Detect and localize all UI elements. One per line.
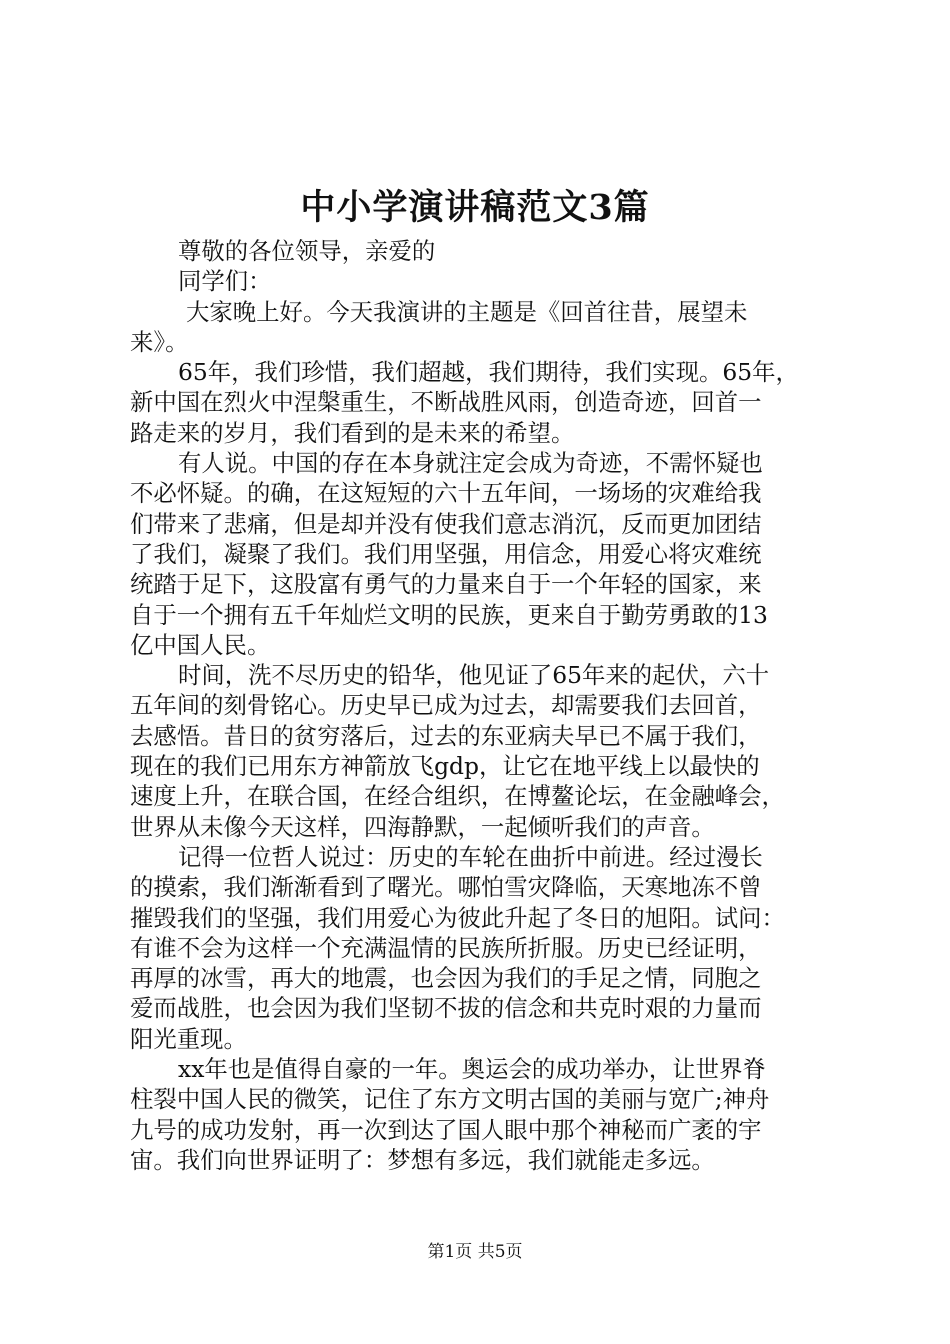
text-line: 统踏于足下，这股富有勇气的力量来自于一个年轻的国家，来 [130, 570, 762, 599]
text-line: 柱裂中国人民的微笑，记住了东方文明古国的美丽与宽广;神舟 [130, 1085, 770, 1114]
text-line: 有人说。中国的存在本身就注定会成为奇迹，不需怀疑也 [178, 449, 763, 478]
text-line: 65年，我们珍惜，我们超越，我们期待，我们实现。65年， [178, 358, 799, 387]
text-line: 了我们，凝聚了我们。我们用坚强，用信念，用爱心将灾难统 [130, 539, 762, 568]
text-line: 五年间的刻骨铭心。历史早已成为过去，却需要我们去回首， [130, 691, 762, 720]
text-line: 摧毁我们的坚强，我们用爱心为彼此升起了冬日的旭阳。试问： [130, 903, 785, 932]
text-line: 现在的我们已用东方神箭放飞gdp，让它在地平线上以最快的 [130, 752, 760, 781]
text-line: 尊敬的各位领导，亲爱的 [178, 237, 436, 265]
text-line: 去感悟。昔日的贫穷落后，过去的东亚病夫早已不属于我们， [130, 721, 762, 750]
text-line: 九号的成功发射，再一次到达了国人眼中那个神秘而广袤的宇 [130, 1115, 762, 1144]
text-line: 世界从未像今天这样，四海静默，一起倾听我们的声音。 [130, 812, 715, 841]
text-line: xx年也是值得自豪的一年。奥运会的成功举办，让世界脊 [178, 1055, 766, 1084]
text-line: 自于一个拥有五千年灿烂文明的民族，更来自于勤劳勇敢的13 [130, 600, 768, 629]
text-line: 同学们： [178, 267, 272, 296]
text-line: 新中国在烈火中涅槃重生，不断战胜风雨，创造奇迹，回首一 [130, 388, 762, 417]
text-line: 宙。我们向世界证明了：梦想有多远，我们就能走多远。 [130, 1145, 715, 1174]
text-line: 大家晚上好。今天我演讲的主题是《回首往昔，展望未 [186, 297, 748, 326]
text-line: 亿中国人民。 [130, 630, 271, 659]
document-title: 中小学演讲稿范文3篇 [300, 187, 650, 228]
text-line: 不必怀疑。的确，在这短短的六十五年间，一场场的灾难给我 [130, 479, 762, 508]
page-indicator: 第1页 共5页 [427, 1242, 523, 1262]
text-line: 时间，洗不尽历史的铅华，他见证了65年来的起伏，六十 [178, 661, 770, 690]
text-line: 的摸索，我们渐渐看到了曙光。哪怕雪灾降临，天寒地冻不曾 [130, 873, 762, 902]
text-line: 来》。 [130, 327, 189, 356]
page-footer [0, 1240, 950, 1264]
text-line: 阳光重现。 [130, 1024, 247, 1053]
document-body [130, 236, 830, 1175]
text-line: 速度上升，在联合国，在经合组织，在博鳌论坛，在金融峰会， [130, 782, 785, 811]
text-line: 爱而战胜，也会因为我们坚韧不拔的信念和共克时艰的力量而 [130, 994, 762, 1023]
text-line: 路走来的岁月，我们看到的是未来的希望。 [130, 418, 575, 447]
text-line: 有谁不会为这样一个充满温情的民族所折服。历史已经证明， [130, 933, 762, 962]
text-line: 记得一位哲人说过：历史的车轮在曲折中前进。经过漫长 [178, 842, 763, 871]
text-line: 再厚的冰雪，再大的地震，也会因为我们的手足之情，同胞之 [130, 964, 762, 993]
text-line: 们带来了悲痛，但是却并没有使我们意志消沉，反而更加团结 [130, 509, 762, 538]
